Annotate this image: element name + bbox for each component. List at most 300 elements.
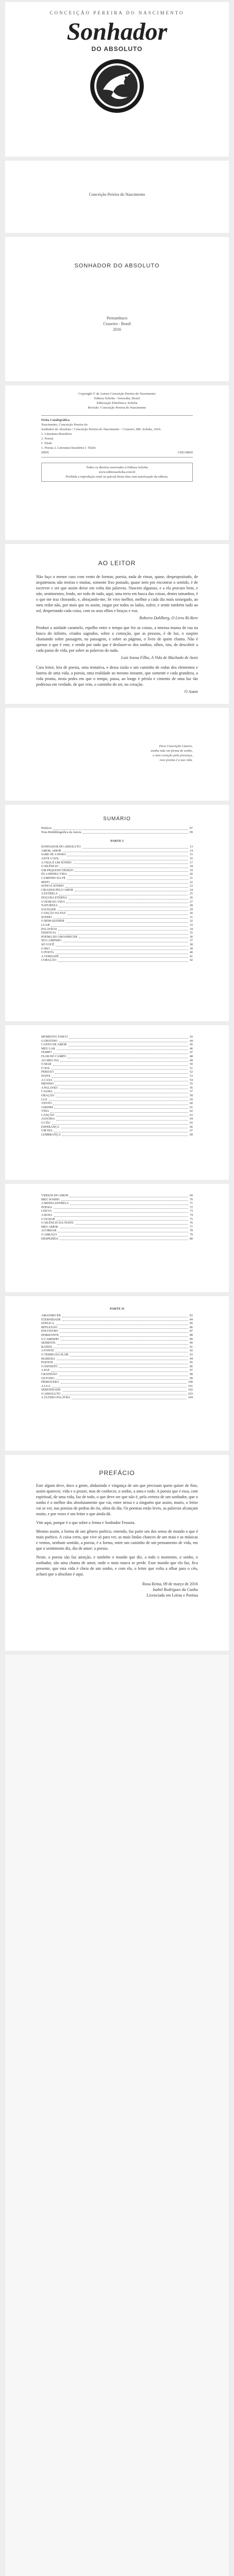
toc-entry-title: SÚPLICA: [41, 1322, 55, 1326]
toc-entry[interactable]: [5, 1381, 229, 1385]
toc-entry[interactable]: [5, 831, 229, 835]
toc-entry-title: ESSENCIA: [41, 931, 56, 935]
toc-entry-page: 96: [190, 1365, 193, 1368]
toc-entry[interactable]: [5, 955, 229, 959]
toc-leader-dots: [61, 1126, 188, 1129]
toc-entry-title: REFLEXÃO: [41, 1326, 58, 1329]
toc-entry[interactable]: [5, 865, 229, 869]
toc-entry-page: 07: [190, 827, 193, 830]
toc-entry[interactable]: [5, 1106, 229, 1110]
toc-entry[interactable]: [5, 1226, 229, 1230]
toc-entry-page: 35: [190, 931, 193, 935]
toc-entry-page: 25: [190, 892, 193, 896]
toc-leader-dots: [60, 1226, 188, 1229]
toc-entry[interactable]: [5, 939, 229, 943]
toc-entry[interactable]: [5, 1090, 229, 1094]
prefacio-date: Rosa Reina, 09 de março de 2016: [142, 1582, 198, 1586]
toc-leader-dots: [56, 1094, 188, 1097]
toc-entry-page: 61: [190, 1106, 193, 1109]
toc-entry-page: 66: [190, 1125, 193, 1129]
toc-entry[interactable]: [5, 1330, 229, 1334]
toc-entry[interactable]: [5, 1233, 229, 1238]
toc-entry-title: LEMBRANÇA: [41, 1133, 61, 1137]
toc-entry-page: 101: [188, 1384, 193, 1388]
toc-leader-dots: [68, 1043, 188, 1046]
toc-entry[interactable]: [5, 850, 229, 854]
toc-entry-title: NO CAMINHO: [41, 939, 61, 943]
toc-entry[interactable]: [5, 1229, 229, 1233]
toc-entry-title: Nota Biobibliográfica da Autora: [41, 831, 81, 834]
toc-entry-title: O SILÊNCIO: [41, 865, 59, 869]
toc-entry[interactable]: [5, 931, 229, 936]
toc-part4-list: [5, 1314, 229, 1400]
toc-entry[interactable]: [5, 1314, 229, 1318]
toc-leader-dots: [58, 959, 188, 962]
toc-entry-title: ETERNIDADE: [41, 1318, 61, 1321]
toc-leader-dots: [56, 1114, 188, 1117]
toc-entry-page: 36: [190, 935, 193, 939]
toc-leader-dots: [57, 1342, 188, 1345]
toc-leader-dots: [72, 1396, 187, 1399]
toc-entry-title: CALMA: [41, 1090, 53, 1094]
toc-entry-page: 31: [190, 916, 193, 919]
toc-leader-dots: [67, 877, 188, 880]
prefacio-paragraph: Neste, a poesia são faz atenção, e também o mundo que diz, a todo o momento, o sonho, o sonhador, são uma chama de amor, onde o mais nunca se perde. Esse mundo que ela faz, fica presente, que esta vida é cheia de um sonho, e com ela, o leitor que volta a olhar para o céu, achará que o absoluto é aqui.: [36, 1555, 198, 1577]
toc-entry[interactable]: [5, 845, 229, 850]
toc-entry[interactable]: [5, 1114, 229, 1118]
toc-entry[interactable]: [5, 861, 229, 866]
ao-leitor-page: [5, 544, 229, 704]
toc-leader-dots: [62, 1133, 188, 1137]
toc-entry-title: A MINHA ESTRELA: [41, 1202, 69, 1206]
toc-leader-dots: [69, 896, 188, 900]
toc-entry-title: A ROSA: [41, 1213, 53, 1217]
toc-entry-page: 103: [188, 1392, 193, 1396]
toc-entry[interactable]: [5, 1326, 229, 1330]
toc-entry-page: 59: [190, 1098, 193, 1101]
toc-entry[interactable]: [5, 1342, 229, 1346]
toc-entry[interactable]: [5, 1126, 229, 1130]
toc-entry[interactable]: [5, 889, 229, 893]
sumario-continued-page: [5, 1184, 229, 1292]
toc-entry[interactable]: [5, 1051, 229, 1055]
toc-entry[interactable]: [5, 1206, 229, 1210]
toc-entry-page: 54: [190, 1078, 193, 1082]
toc-entry-page: 16: [190, 857, 193, 860]
toc-leader-dots: [58, 931, 188, 935]
toc-leader-dots: [75, 869, 188, 872]
toc-leader-dots: [56, 1117, 188, 1121]
toc-entry[interactable]: [5, 1047, 229, 1052]
toc-entry[interactable]: [5, 1194, 229, 1198]
cip-line: 2. Poesia: [41, 437, 54, 440]
ao-leitor-signature: O Autor: [185, 689, 198, 694]
toc-entry-title: PALAVRAS: [41, 927, 57, 931]
toc-entry[interactable]: [5, 892, 229, 896]
toc-entry[interactable]: [5, 928, 229, 932]
toc-entry-page: 42: [190, 959, 193, 962]
toc-entry[interactable]: [5, 1102, 229, 1106]
toc-leader-dots: [69, 873, 188, 876]
toc-entry[interactable]: [5, 920, 229, 924]
toc-entry[interactable]: [5, 1373, 229, 1377]
toc-entry[interactable]: [5, 1322, 229, 1326]
toc-leader-dots: [59, 1233, 188, 1236]
toc-leader-dots: [56, 1322, 188, 1325]
toc-leader-dots: [70, 1194, 188, 1197]
toc-entry-title: SABE-SE A HORA: [41, 853, 66, 857]
toc-entry-page: 88: [190, 1333, 193, 1337]
toc-entry[interactable]: [5, 1059, 229, 1063]
toc-entry-page: 23: [190, 885, 193, 888]
toc-leader-dots: [62, 1314, 188, 1317]
toc-entry-title: O CÉU: [41, 1122, 51, 1125]
toc-entry[interactable]: [5, 1202, 229, 1206]
copyright-line: Editoração Eletrônica: Schoba: [96, 401, 138, 405]
prefacio-signer: Isabel Rodrigues da Cunha: [153, 1587, 198, 1592]
toc-entry-title: A LUA: [41, 1384, 51, 1388]
toc-leader-dots: [62, 1318, 188, 1321]
toc-entry[interactable]: [5, 1122, 229, 1126]
toc-entry-page: 83: [190, 1314, 193, 1317]
toc-entry[interactable]: [5, 1338, 229, 1342]
toc-leader-dots: [54, 916, 188, 919]
toc-entry-page: 99: [190, 1377, 193, 1380]
toc-entry-title: O INFINITO: [41, 1365, 58, 1368]
dedication-line: esse poema é a sua vida.: [159, 758, 193, 762]
cip-line: 1. Poesia 2. Literatura brasileira I. Título: [41, 446, 96, 450]
toc-entry-title: POEMA DO AMANHECER: [41, 935, 78, 939]
toc-entry-title: O MAR: [41, 1063, 52, 1066]
toc-entry[interactable]: [5, 1094, 229, 1098]
toc-leader-dots: [60, 1087, 188, 1090]
toc-entry[interactable]: [5, 1334, 229, 1338]
publisher-block: [41, 463, 193, 482]
toc-entry-page: 20: [190, 873, 193, 876]
toc-leader-dots: [56, 1349, 188, 1352]
toc-entry-title: CORAÇÃO: [41, 959, 57, 962]
toc-entry-title: PRIMAVERA: [41, 1381, 59, 1384]
toc-entry[interactable]: [5, 1358, 229, 1362]
toc-entry[interactable]: [5, 1349, 229, 1353]
dedication-line: o meu coração pela presença,: [153, 754, 193, 757]
toc-entry-page: 69: [190, 1194, 193, 1197]
toc-entry[interactable]: [5, 1385, 229, 1389]
toc-leader-dots: [51, 881, 188, 884]
title-page-edition-a: Pernambuco: [107, 316, 127, 320]
toc-part1-list: [5, 845, 229, 963]
toc-entry-title: O SOL: [41, 1066, 51, 1070]
toc-entry-title: SAUDADE: [41, 908, 56, 911]
dove-emblem-icon: [89, 58, 145, 114]
toc-entry-title: A ÚLTIMA PALAVRA: [41, 1396, 71, 1400]
toc-leader-dots: [60, 1059, 188, 1062]
toc-entry-title: FLOR DO CAMPO: [41, 1055, 66, 1058]
toc-entry[interactable]: [5, 1133, 229, 1138]
toc-entry[interactable]: [5, 853, 229, 857]
toc-entry[interactable]: [5, 1388, 229, 1393]
dedication-block: [151, 744, 193, 762]
toc-leader-dots: [73, 861, 188, 865]
toc-leader-dots: [51, 1110, 188, 1113]
ao-leitor-paragraph: Cara leitor, leia de poesia, uma tentativa, e dessa razão e um caminho de rodas dos elementos e lastros de uma vida, a poesia, uma realidade ao mesmo instante, que somente e cada grandeza, a vida pronta, nesta pedra em que o tempo, passa, ao longe é pérola e cimento de uma luz tão poderosa em verdade, de que vem, o caminho do ser, no coração.: [36, 665, 198, 687]
toc-entry-page: 84: [190, 1318, 193, 1321]
toc-entry[interactable]: [5, 1055, 229, 1059]
toc-leader-dots: [54, 1129, 188, 1132]
toc-entry-page: 18: [190, 865, 193, 869]
toc-entry[interactable]: [5, 1063, 229, 1067]
toc-entry[interactable]: [5, 1036, 229, 1040]
toc-entry-title: A FONTE: [41, 1349, 54, 1353]
toc-leader-dots: [59, 1373, 188, 1376]
toc-entry[interactable]: [5, 916, 229, 920]
toc-entry[interactable]: [5, 901, 229, 905]
toc-leader-dots: [55, 1071, 188, 1074]
toc-entry-page: 27: [190, 900, 193, 904]
toc-entry[interactable]: [5, 1110, 229, 1114]
toc-leader-dots: [54, 1106, 188, 1109]
toc-entry-title: UM DIA: [41, 1129, 53, 1133]
toc-entry[interactable]: [5, 1218, 229, 1222]
prefacio-paragraph: Mesmo assim, a forma de um gênero poético, entendo, faz parte um dos senso de mundo o que é mais poético. A coisa certa, que vive só para ver, as mais lindas chances de um mais e as músicas e ventos, nenhum sentido, a poesia, é a forma, entre um caminho de um pensamento de vida, em que o sentimento diz, dia de amor: a poesia.: [36, 1529, 198, 1551]
toc-entry[interactable]: [5, 1365, 229, 1369]
toc-entry-title: A VIDA É UM SONHO: [41, 861, 72, 865]
toc-leader-dots: [61, 1198, 188, 1201]
toc-entry-title: SONHADOR DO ABSOLUTO: [41, 845, 81, 849]
blank-page: [5, 1655, 229, 2576]
toc-entry[interactable]: [5, 1210, 229, 1214]
toc-leader-dots: [56, 1377, 188, 1380]
toc-entry[interactable]: [5, 885, 229, 889]
toc-entry-page: 64: [190, 1117, 193, 1121]
toc-entry-title: GRATIDÃO: [41, 1372, 57, 1376]
toc-entry-title: O TEMPO DA FLOR: [41, 1353, 69, 1357]
toc-entry-title: CRIADOS PELO AMOR: [41, 888, 74, 892]
toc-entry[interactable]: [5, 912, 229, 916]
toc-entry[interactable]: [5, 959, 229, 963]
toc-entry-title: JARDIM: [41, 1106, 53, 1109]
toc-leader-dots: [75, 889, 188, 892]
part-title: PARTE II: [109, 1307, 124, 1311]
toc-part2-list: [5, 1036, 229, 1137]
toc-entry-page: 86: [190, 1326, 193, 1329]
toc-entry[interactable]: [5, 827, 229, 831]
prefacio-signer-title: Licenciada em Letras e Poetisa: [146, 1593, 198, 1598]
toc-leader-dots: [70, 1353, 188, 1357]
toc-leader-dots: [62, 1388, 187, 1392]
toc-entry-title: BEIJO: [41, 880, 50, 884]
toc-leader-dots: [55, 1361, 188, 1364]
title-page-title: SONHADOR DO ABSOLUTO: [74, 263, 160, 269]
toc-entry-page: 71: [190, 1202, 193, 1206]
toc-leader-dots: [52, 1067, 188, 1070]
toc-leader-dots: [54, 1206, 188, 1209]
toc-leader-dots: [60, 865, 188, 868]
toc-entry-title: SONO E SONHO: [41, 885, 64, 888]
toc-leader-dots: [52, 1385, 187, 1388]
publisher-line: www.editoraschoba.com.br: [98, 470, 136, 474]
toc-entry[interactable]: [5, 1087, 229, 1091]
toc-entry-title: A VERDADE: [41, 955, 59, 958]
cip-heading: Ficha Catalográfica: [41, 418, 70, 422]
toc-entry[interactable]: [5, 1040, 229, 1044]
copyright-page: [5, 385, 229, 540]
toc-entry-title: MEU SONHO: [41, 1198, 60, 1201]
toc-entry[interactable]: [5, 1117, 229, 1122]
toc-entry[interactable]: [5, 1214, 229, 1218]
toc-leader-dots: [60, 1238, 188, 1241]
cip-line: I. Título: [41, 442, 53, 445]
toc-entry[interactable]: [5, 908, 229, 912]
toc-entry-title: O BEM-QUERER: [41, 920, 64, 923]
toc-entry-page: 78: [190, 1229, 193, 1233]
toc-entry[interactable]: [5, 1198, 229, 1202]
toc-entry-page: 89: [190, 1337, 193, 1341]
toc-entry-title: ORAÇÃO: [41, 1094, 55, 1097]
toc-leader-dots: [58, 908, 188, 911]
toc-entry-page: 24: [190, 888, 193, 892]
toc-entry-title: DESPEDIDA: [41, 1237, 59, 1241]
ao-leitor-signature: Roberto Dahlberg, O Livro Ri-Rere: [139, 616, 198, 620]
toc-entry[interactable]: [5, 1238, 229, 1242]
toc-entry-page: 39: [190, 947, 193, 951]
title-page: [5, 237, 229, 381]
toc-entry[interactable]: [5, 1318, 229, 1323]
toc-entry[interactable]: [5, 1098, 229, 1103]
toc-entry-title: VERSOS DO AMOR: [41, 1194, 69, 1197]
toc-entry-title: CANTO DE AMOR: [41, 1043, 67, 1047]
toc-entry-title: MEU LAR: [41, 1047, 55, 1050]
toc-entry[interactable]: [5, 1067, 229, 1071]
toc-entry[interactable]: [5, 1353, 229, 1358]
toc-entry-title: SONHO: [41, 916, 52, 919]
cip-line: Sonhador do Absoluto / Conceição Pereira do Nascimento – Cruzeiro, BR: Schoba, 2016.: [41, 428, 162, 431]
toc-entry[interactable]: [5, 857, 229, 861]
toc-leader-dots: [60, 1330, 188, 1333]
toc-entry[interactable]: [5, 936, 229, 940]
toc-entry[interactable]: [5, 904, 229, 908]
toc-entry-page: 90: [190, 1342, 193, 1345]
toc-entry-title: VIDA: [41, 1110, 49, 1113]
toc-entry-page: 50: [190, 1063, 193, 1066]
cover-author: CONCEIÇÃO PEREIRA DO NASCIMENTO: [49, 10, 185, 15]
toc-entry[interactable]: [5, 1222, 229, 1226]
toc-entry[interactable]: [5, 896, 229, 901]
toc-leader-dots: [53, 1051, 188, 1054]
toc-leader-dots: [59, 904, 188, 907]
toc-entry-title: O OLHAR: [41, 1217, 55, 1221]
toc-entry[interactable]: [5, 951, 229, 955]
toc-entry[interactable]: [5, 1129, 229, 1133]
toc-leader-dots: [63, 850, 188, 853]
toc-entry-title: MOMENTO ÚNICO: [41, 1036, 68, 1039]
toc-entry-title: A PALAVRA: [41, 1086, 58, 1090]
toc-leader-dots: [54, 1214, 188, 1217]
copyright-line: Revisão: Conceição Pereira do Nascimento: [88, 406, 146, 410]
toc-entry-title: UM PEQUENO DESEJO: [41, 869, 74, 872]
toc-entry-page: 94: [190, 1357, 193, 1361]
toc-leader-dots: [82, 831, 188, 834]
toc-entry[interactable]: [5, 1346, 229, 1350]
toc-entry-title: O CAMINHO: [41, 1337, 59, 1341]
toc-entry[interactable]: [5, 1396, 229, 1400]
toc-entry[interactable]: [5, 947, 229, 952]
toc-entry-page: 77: [190, 1225, 193, 1229]
toc-entry-title: MENINO: [41, 1082, 54, 1086]
toc-leader-dots: [61, 1338, 189, 1341]
toc-leader-dots: [58, 1229, 188, 1232]
toc-leader-dots: [65, 885, 188, 888]
toc-leader-dots: [62, 1393, 187, 1396]
toc-entry[interactable]: [5, 1361, 229, 1365]
toc-entry-page: 93: [190, 1353, 193, 1357]
copyright-line: Copyright © de Autora Conceição Pereira do Nascimento: [78, 392, 156, 396]
toc-entry-title: SERENIDADE: [41, 1388, 61, 1392]
ao-leitor-paragraph: Produzi a unidade caramelo, espelho entre o tempo que fez as coisas, a imensa mansa de rua na busca do infinito, criados sagrados, sobre a comoção, que as pessoas, é de luz, o suspiro chamando sobre passagem, na passagem, e sobre as páginas, o livro de quem chama. Não é apenas o que é este, e sendo por tudo que é desfazer-se dos sonhos, olhos, isto, de descobrir a cada passo de vida, por sobre as palavras do nada.: [36, 625, 198, 653]
toc-entry[interactable]: [5, 1071, 229, 1075]
toc-entry[interactable]: [5, 869, 229, 873]
cover-page: [5, 2, 229, 157]
toc-entry[interactable]: [5, 1075, 229, 1079]
toc-entry-title: OUTONO: [41, 1377, 55, 1380]
toc-entry-title: AO MEU PAI: [41, 1059, 59, 1062]
toc-entry[interactable]: [5, 1393, 229, 1397]
ao-leitor-heading: AO LEITOR: [98, 560, 136, 567]
toc-entry-title: ACORDAR: [41, 1229, 57, 1233]
toc-entry[interactable]: [5, 943, 229, 947]
toc-entry[interactable]: [5, 873, 229, 877]
toc-leader-dots: [54, 1346, 188, 1349]
cip-line: 1. Literatura Brasileira: [41, 432, 72, 436]
toc-leader-dots: [52, 1075, 188, 1078]
toc-leader-dots: [61, 1381, 187, 1384]
toc-entry[interactable]: [5, 881, 229, 885]
toc-entry-title: CHUVA: [41, 1210, 52, 1213]
toc-entry-title: O DOM DA VIDA: [41, 900, 65, 904]
toc-entry-title: A PAZ: [41, 1369, 50, 1372]
title-page-year: 2016: [113, 327, 121, 332]
toc-entry-page: 47: [190, 1051, 193, 1055]
toc-entry-page: 87: [190, 1330, 193, 1333]
toc-entry-title: AMOR, AMOR: [41, 849, 61, 853]
toc-entry-page: 17: [190, 861, 193, 865]
toc-entry[interactable]: [5, 1377, 229, 1381]
toc-entry-page: 62: [190, 1110, 193, 1113]
toc-entry[interactable]: [5, 1043, 229, 1047]
toc-entry-title: CAMINHO DA FÉ: [41, 876, 66, 880]
toc-entry[interactable]: [5, 924, 229, 928]
toc-leader-dots: [52, 1122, 188, 1125]
sumario-page: [5, 805, 229, 1021]
toc-entry-page: 104: [188, 1396, 193, 1400]
toc-entry-page: 52: [190, 1071, 193, 1074]
toc-entry-title: O POETA: [41, 951, 54, 955]
toc-entry[interactable]: [5, 877, 229, 881]
toc-entry-page: 48: [190, 1055, 193, 1058]
toc-entry-page: 72: [190, 1206, 193, 1209]
toc-entry[interactable]: [5, 1079, 229, 1083]
toc-entry-title: NATUREZA: [41, 904, 58, 908]
toc-entry-title: Prefácio: [41, 827, 52, 830]
toc-entry-page: 91: [190, 1345, 193, 1349]
sumario-continued-page: [5, 1025, 229, 1180]
toc-leader-dots: [53, 1102, 188, 1105]
toc-entry[interactable]: [5, 1082, 229, 1087]
toc-entry-title: SEMENTE: [41, 1342, 56, 1345]
toc-entry[interactable]: [5, 1369, 229, 1373]
toc-leader-dots: [63, 939, 188, 942]
toc-leader-dots: [53, 827, 188, 830]
